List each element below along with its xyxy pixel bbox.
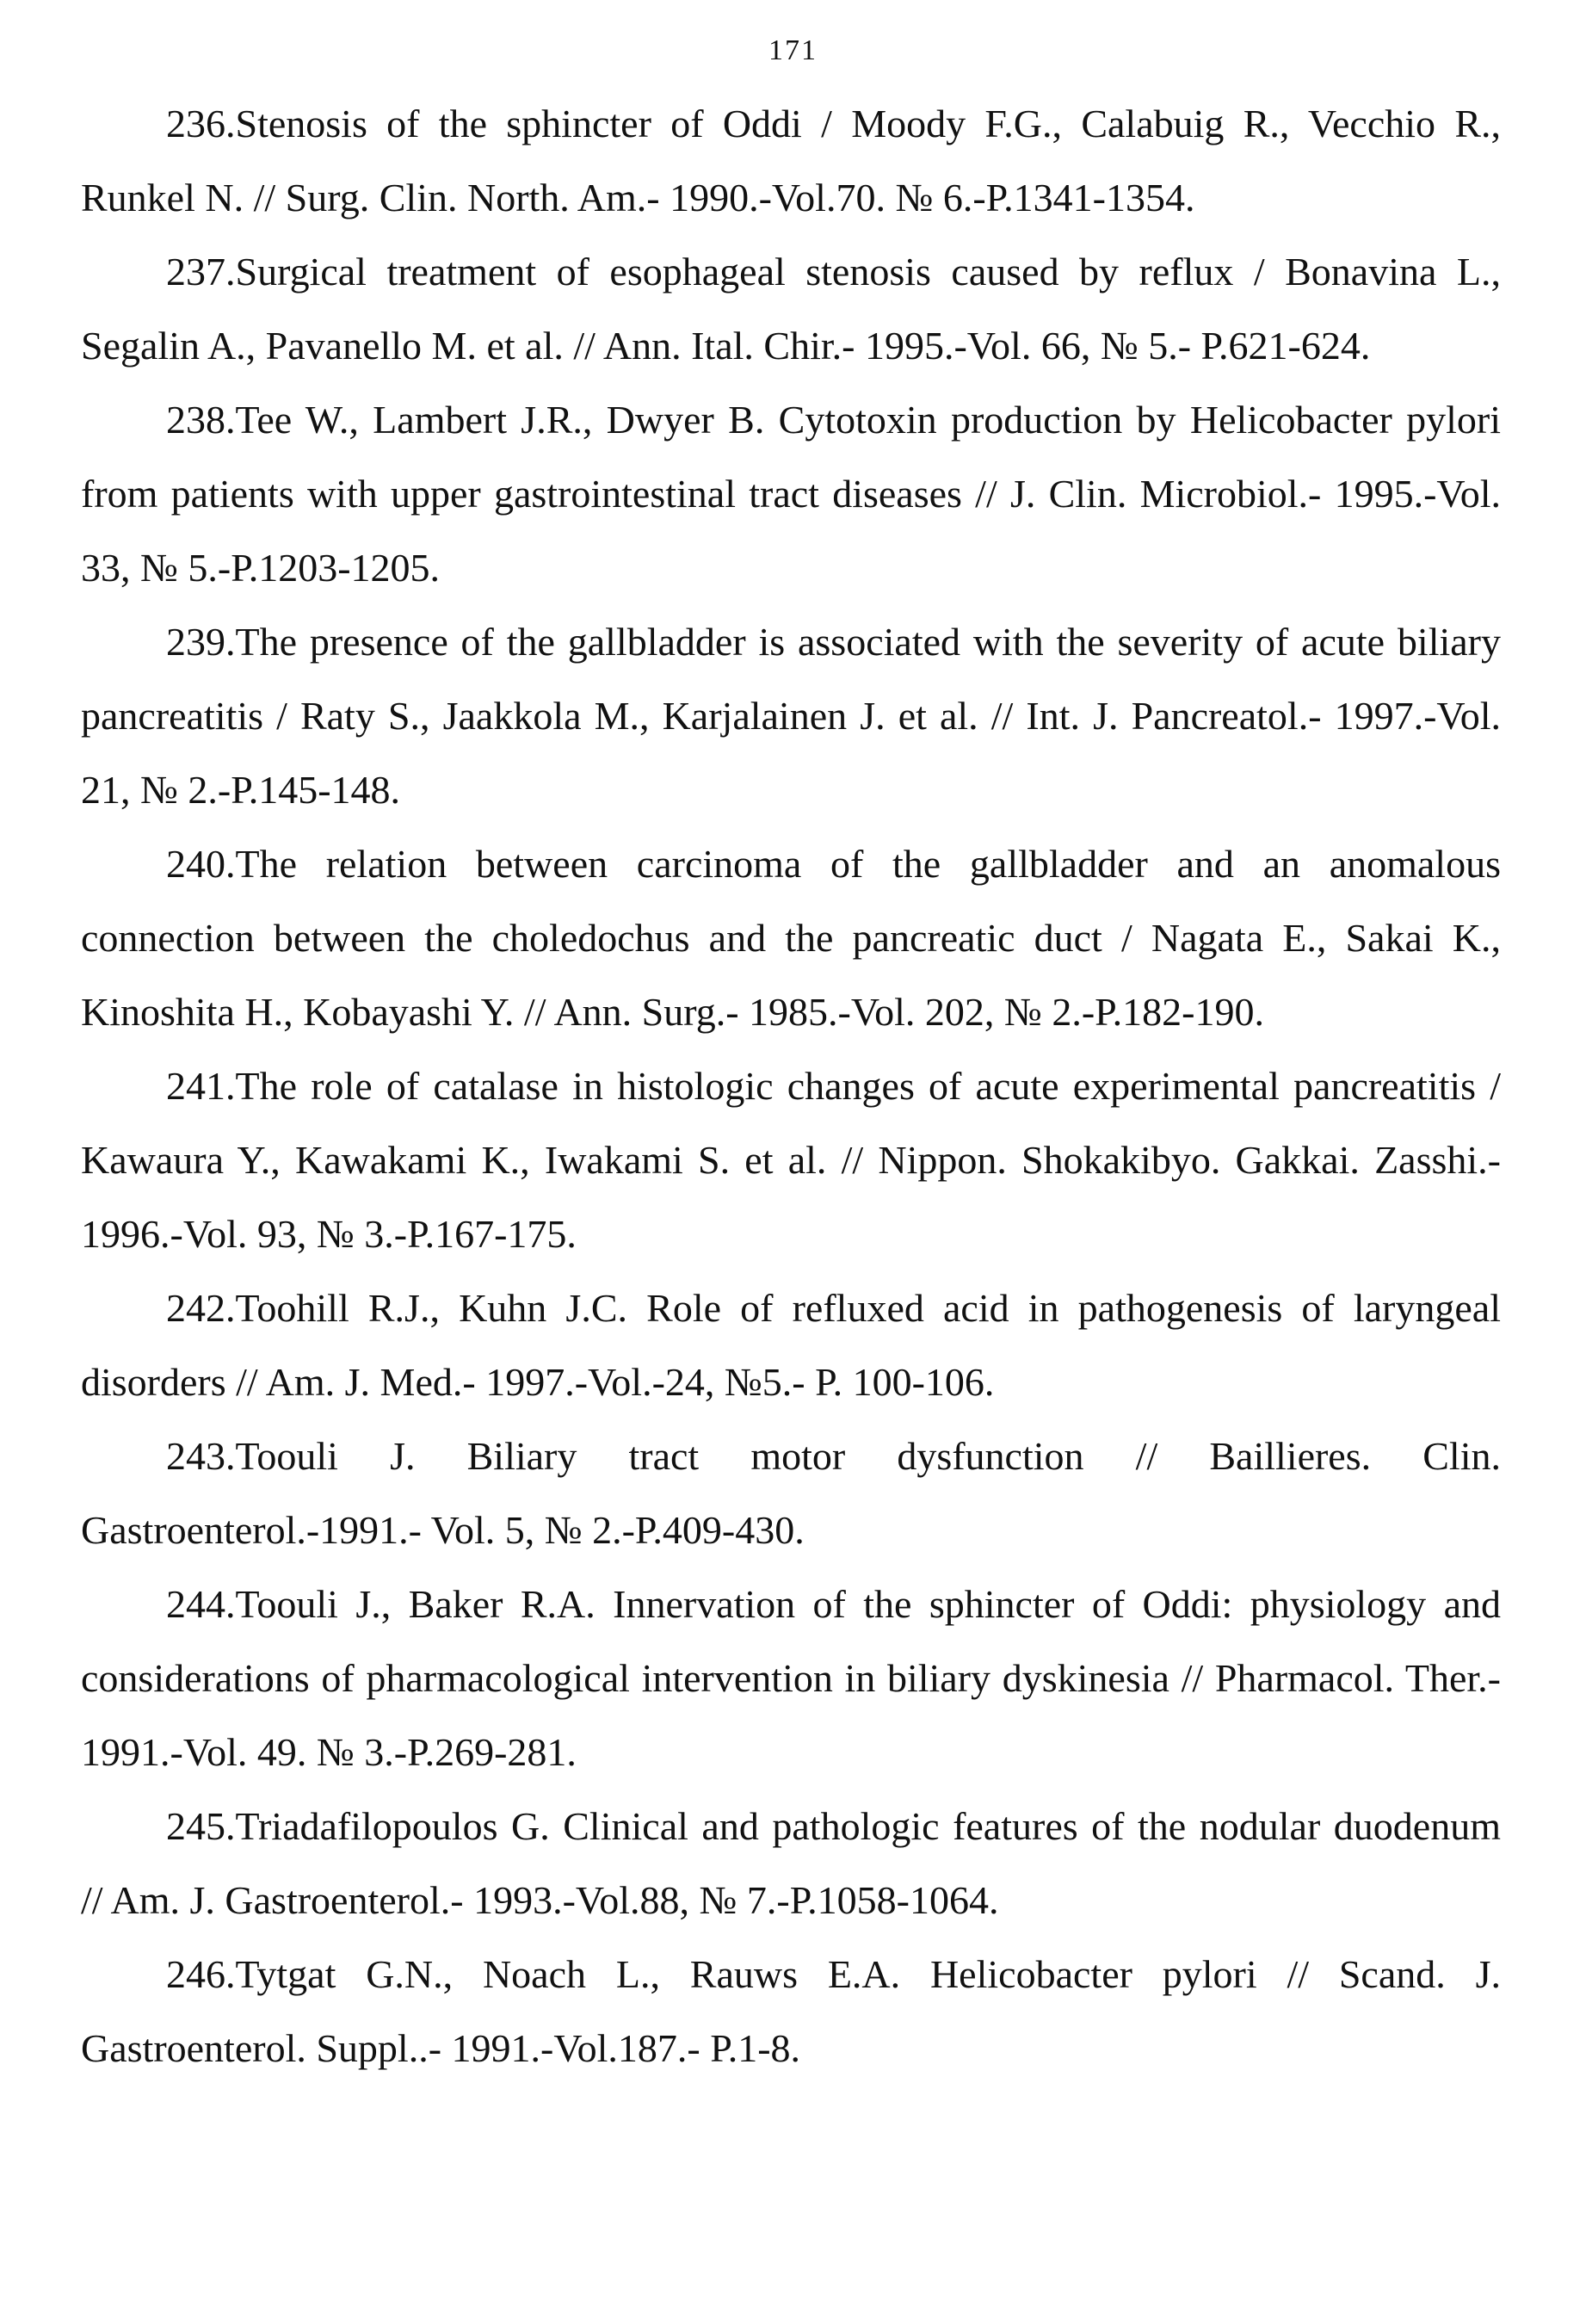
- reference-item-237: 237.Surgical treatment of esophageal stenosis caused by reflux / Bonavina L., Segalin A., Pavanello M. et al. // Ann. Ital. Chir.- 1995.-Vol. 66, № 5.- P.621-624.: [81, 250, 1501, 368]
- reference-item-246: 246.Tytgat G.N., Noach L., Rauws E.A. Helicobacter pylori // Scand. J. Gastroenterol. Suppl..- 1991.-Vol.187.- P.1-8.: [81, 1952, 1501, 2070]
- reference-item-245: 245.Triadafilopoulos G. Clinical and pathologic features of the nodular duodenum // Am. J. Gastroenterol.- 1993.-Vol.88, № 7.-P.1058-1064.: [81, 1804, 1501, 1922]
- reference-item-241: 241.The role of catalase in histologic changes of acute experimental pancreatitis / Kawaura Y., Kawakami K., Iwakami S. et al. // Nippon. Shokakibyo. Gakkai. Zasshi.- 1996.-Vol. 93, № 3.-P.167-175.: [81, 1064, 1501, 1256]
- reference-item-238: 238.Tee W., Lambert J.R., Dwyer B. Cytotoxin production by Helicobacter pylori from patients with upper gastrointestinal tract diseases // J. Clin. Microbiol.- 1995.-Vol. 33, № 5.-P.1203-1205.: [81, 398, 1501, 590]
- reference-item-242: 242.Toohill R.J., Kuhn J.C. Role of refluxed acid in pathogenesis of laryngeal disorders // Am. J. Med.- 1997.-Vol.-24, №5.- P. 100-106.: [81, 1286, 1501, 1404]
- page-number: 171: [768, 34, 818, 66]
- reference-item-236: 236.Stenosis of the sphincter of Oddi / Moody F.G., Calabuig R., Vecchio R., Runkel N. // Surg. Clin. North. Am.- 1990.-Vol.70. № 6.-P.1341-1354.: [81, 102, 1501, 219]
- reference-item-243: 243.Toouli J. Biliary tract motor dysfunction // Baillieres. Clin. Gastroenterol.-1991.- Vol. 5, № 2.-P.409-430.: [81, 1434, 1501, 1552]
- reference-item-239: 239.The presence of the gallbladder is associated with the severity of acute biliary pancreatitis / Raty S., Jaakkola M., Karjalainen J. et al. // Int. J. Pancreatol.- 1997.-Vol. 21, № 2.-P.145-148.: [81, 620, 1501, 812]
- reference-item-244: 244.Toouli J., Baker R.A. Innervation of the sphincter of Oddi: physiology and considerations of pharmacological intervention in biliary dyskinesia // Pharmacol. Ther.- 1991.-Vol. 49. № 3.-P.269-281.: [81, 1582, 1501, 1774]
- reference-list: [81, 87, 1501, 2086]
- reference-item-240: 240.The relation between carcinoma of the gallbladder and an anomalous connection between the choledochus and the pancreatic duct / Nagata E., Sakai K., Kinoshita H., Kobayashi Y. // Ann. Surg.- 1985.-Vol. 202, № 2.-P.182-190.: [81, 842, 1501, 1034]
